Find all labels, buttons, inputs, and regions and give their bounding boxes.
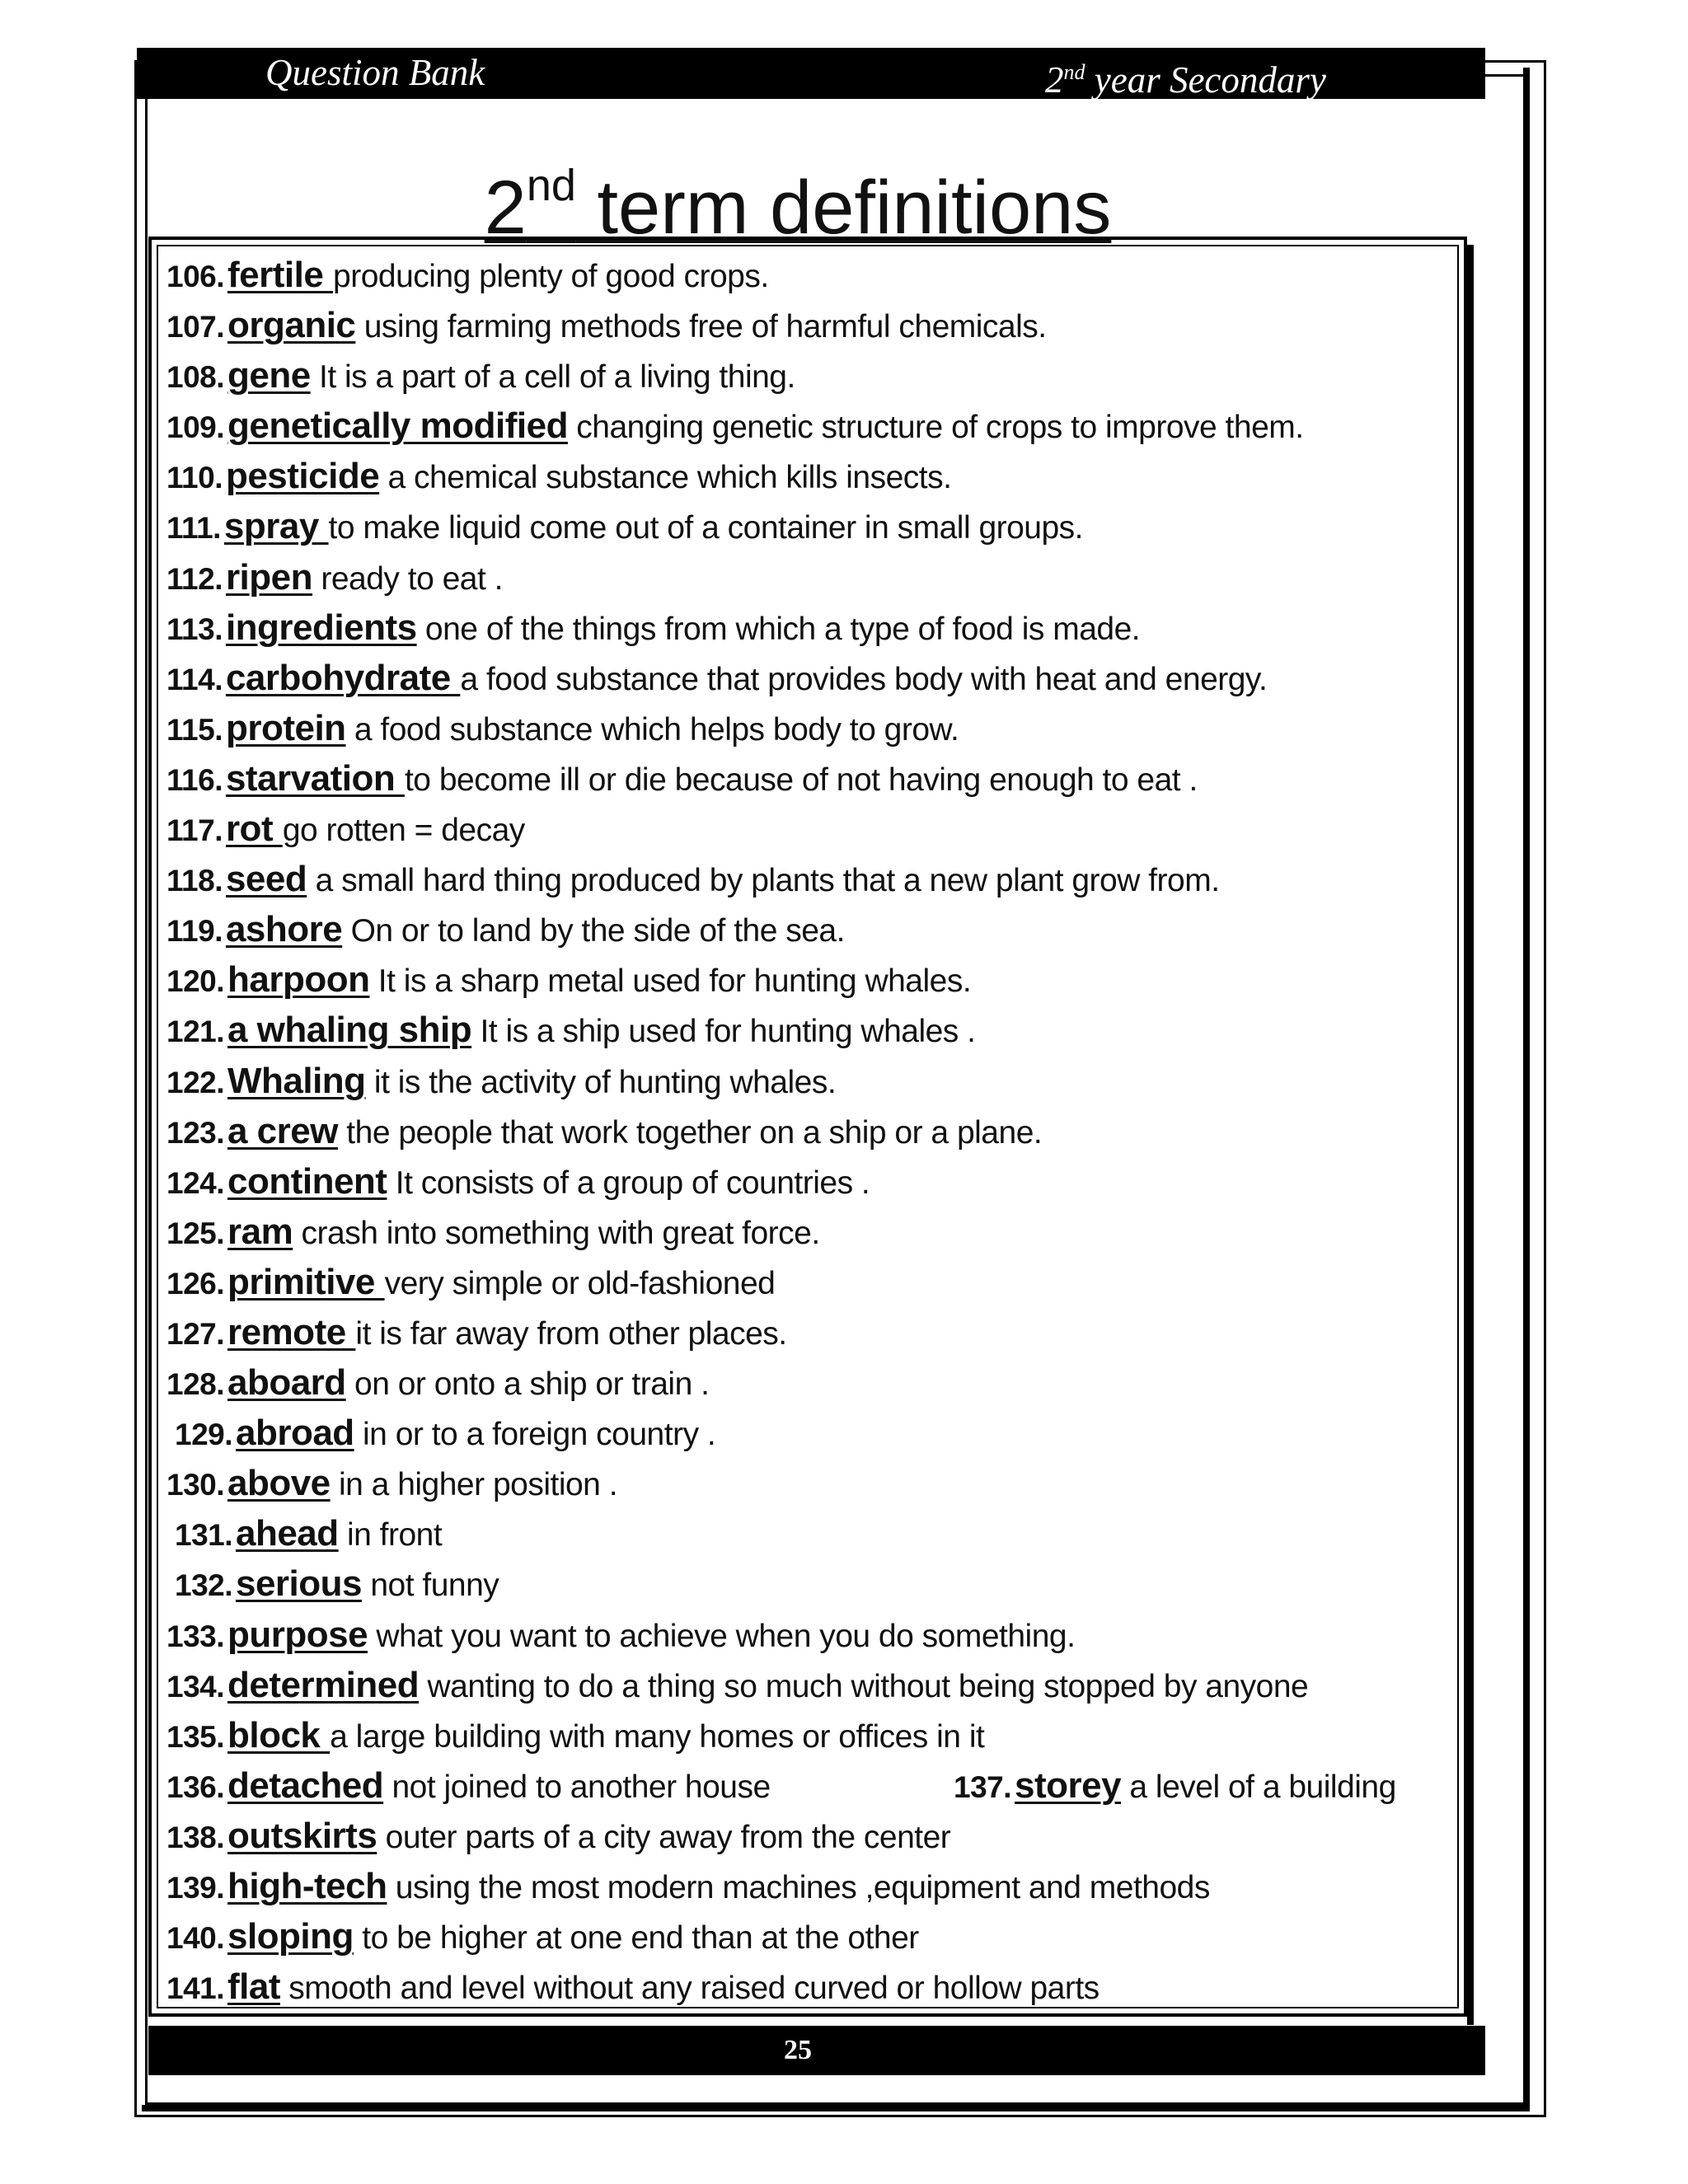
definition-term: fertile — [227, 255, 334, 295]
definition-text: a level of a building — [1121, 1769, 1396, 1805]
definition-text: a chemical substance which kills insects. — [379, 460, 952, 496]
definition-number: 115. — [166, 712, 223, 747]
definition-row — [166, 1307, 1452, 1357]
definition-text: not joined to another house — [383, 1769, 771, 1805]
definition-row — [166, 1811, 1452, 1861]
definition-row — [166, 1660, 1452, 1710]
definition-row — [166, 1207, 1452, 1257]
definition-term: spray — [223, 506, 329, 547]
definition-row — [166, 451, 1452, 501]
definition-row — [166, 854, 1452, 904]
definition-text: It consists of a group of countries . — [387, 1165, 870, 1201]
definition-row — [166, 1861, 1452, 1911]
definition-term: genetically modified — [227, 405, 568, 447]
definition-term: ram — [227, 1211, 293, 1252]
definition-number: 112. — [166, 561, 223, 596]
definition-term: harpoon — [227, 959, 370, 1001]
definition-row — [166, 1408, 1452, 1458]
definition-row — [166, 1760, 1452, 1811]
definition-row — [166, 1508, 1452, 1558]
title-suffix: term definitions — [575, 166, 1112, 250]
definition-term: remote — [227, 1311, 356, 1352]
definition-term: block — [227, 1714, 331, 1755]
definition-text: It is a ship used for hunting whales . — [471, 1014, 976, 1050]
definition-text: using farming methods free of harmful chemicals. — [355, 309, 1047, 345]
definition-text: to be higher at one end than at the other — [353, 1920, 919, 1957]
definition-text: not funny — [361, 1568, 499, 1604]
definition-number: 130. — [166, 1468, 225, 1502]
definition-number: 138. — [166, 1820, 225, 1854]
definition-number: 140. — [166, 1921, 225, 1956]
definition-row — [166, 1558, 1452, 1609]
definition-term: rot — [225, 808, 283, 850]
header-grade-suffix: year Secondary — [1085, 59, 1326, 101]
definition-text: a small hard thing produced by plants that a new plant grow from. — [307, 863, 1220, 899]
definition-text: wanting to do a thing so much without being stopped by anyone — [419, 1668, 1309, 1704]
definition-text: changing genetic structure of crops to improve them. — [567, 410, 1304, 446]
definition-text: outer parts of a city away from the center — [377, 1819, 951, 1855]
definition-text: in a higher position . — [330, 1467, 618, 1503]
definition-row — [166, 350, 1452, 401]
definition-term: outskirts — [227, 1815, 377, 1856]
definition-number: 119. — [166, 914, 223, 949]
header-grade-prefix: 2 — [1045, 59, 1064, 101]
definition-text: in front — [338, 1517, 443, 1554]
definition-term: ripen — [225, 556, 313, 598]
definition-row — [166, 401, 1452, 451]
definition-number: 137. — [954, 1769, 1012, 1804]
definition-number: 109. — [166, 410, 225, 445]
definition-row — [166, 804, 1452, 854]
definition-number: 107. — [166, 310, 225, 344]
definition-number: 129. — [175, 1418, 233, 1452]
definition-row — [166, 1911, 1452, 1961]
definitions-list — [166, 250, 1452, 2012]
definition-number: 116. — [166, 762, 223, 797]
definition-term: ingredients — [225, 607, 417, 648]
definition-text: a food substance that provides body with heat and energy. — [460, 661, 1268, 697]
definition-text: producing plenty of good crops. — [333, 259, 769, 294]
definition-term: storey — [1014, 1765, 1122, 1806]
header-grade-sup: nd — [1063, 60, 1085, 84]
definition-row — [166, 703, 1452, 753]
definition-row — [166, 1710, 1452, 1760]
definition-number: 125. — [166, 1216, 225, 1250]
page-number: 25 — [784, 2035, 812, 2065]
definition-number: 141. — [166, 1971, 225, 2006]
header-book-title: Question Bank — [265, 52, 485, 93]
definition-term: seed — [225, 859, 307, 900]
definition-term: flat — [227, 1966, 280, 2008]
definition-text: crash into something with great force. — [293, 1215, 820, 1251]
definition-number: 139. — [166, 1871, 225, 1905]
definition-row — [166, 653, 1452, 703]
definition-term: organic — [227, 305, 356, 346]
definition-term: serious — [235, 1563, 362, 1605]
definition-term: sloping — [227, 1916, 354, 1957]
definition-term: determined — [227, 1664, 420, 1705]
definition-number: 134. — [166, 1669, 225, 1704]
definition-number: 132. — [175, 1568, 233, 1603]
definition-term: abroad — [235, 1413, 354, 1454]
definition-row — [166, 602, 1452, 653]
definition-text: on or onto a ship or train . — [345, 1366, 710, 1403]
definition-term: gene — [227, 355, 311, 396]
definition-term: a crew — [227, 1110, 338, 1151]
definition-text: It is a part of a cell of a living thing. — [310, 359, 795, 396]
definition-number: 126. — [166, 1266, 225, 1301]
definition-text: to make liquid come out of a container in small groups. — [328, 510, 1084, 546]
definition-text: using the most modern machines ,equipment and methods — [387, 1870, 1210, 1905]
definition-term: purpose — [227, 1614, 368, 1655]
definition-term: carbohydrate — [225, 657, 461, 698]
definition-text: one of the things from which a type of food is made. — [416, 611, 1141, 647]
definition-row — [166, 1005, 1452, 1055]
definition-row — [166, 501, 1452, 551]
header-grade — [1045, 49, 1326, 103]
definition-number: 133. — [166, 1619, 225, 1653]
definition-term: detached — [227, 1765, 384, 1806]
definition-term: high-tech — [227, 1866, 387, 1906]
definition-number: 111. — [166, 511, 221, 546]
definition-term: ashore — [225, 909, 343, 950]
definition-text: It is a sharp metal used for hunting whales. — [369, 963, 972, 1000]
definition-text: a large building with many homes or offices in it — [330, 1718, 985, 1755]
definition-row — [166, 552, 1452, 602]
definition-number: 106. — [166, 260, 225, 293]
definition-term: a whaling ship — [227, 1010, 472, 1051]
definition-row — [166, 1458, 1452, 1508]
definition-number: 135. — [166, 1719, 225, 1754]
definition-term: protein — [225, 707, 346, 748]
definition-number: 108. — [166, 360, 225, 395]
definition-row — [166, 1610, 1452, 1660]
definition-number: 114. — [166, 662, 223, 696]
definition-text: it is far away from other places. — [355, 1315, 787, 1352]
definition-number: 124. — [166, 1165, 225, 1200]
definition-text: ready to eat . — [312, 560, 503, 597]
page-border-shadow-right — [1523, 68, 1530, 2111]
definition-number: 123. — [166, 1115, 225, 1150]
definition-text: it is the activity of hunting whales. — [365, 1064, 837, 1100]
definition-row — [166, 300, 1452, 350]
definition-number: 113. — [166, 612, 223, 646]
definition-text: go rotten = decay — [282, 813, 525, 849]
definition-row — [166, 954, 1452, 1005]
definition-row — [166, 1106, 1452, 1156]
definition-term: Whaling — [227, 1060, 366, 1101]
definition-term: starvation — [225, 757, 405, 799]
definition-term: aboard — [227, 1362, 346, 1404]
definition-text: in or to a foreign country . — [354, 1417, 716, 1453]
definition-row — [166, 1056, 1452, 1106]
definition-term: ahead — [235, 1513, 339, 1554]
title-prefix: 2 — [484, 166, 527, 250]
definition-row — [166, 1357, 1452, 1408]
definition-number: 131. — [175, 1518, 233, 1553]
definition-row — [166, 1257, 1452, 1307]
definition-number: 110. — [166, 461, 223, 495]
page-border-shadow-bottom — [142, 2105, 1530, 2111]
definition-term: pesticide — [225, 456, 380, 497]
definition-row — [166, 753, 1452, 804]
definition-text: On or to land by the side of the sea. — [342, 913, 845, 949]
content-box-shadow — [1467, 245, 1474, 2025]
definition-term: above — [227, 1463, 331, 1504]
definition-number: 121. — [166, 1015, 225, 1049]
title-sup: nd — [526, 161, 576, 210]
definition-number: 118. — [166, 864, 223, 898]
definition-number: 136. — [166, 1769, 225, 1804]
definition-text: to become ill or die because of not having enough to eat . — [404, 762, 1198, 798]
definition-row — [166, 250, 1452, 300]
definition-number: 117. — [166, 813, 223, 848]
definition-number: 120. — [166, 964, 225, 999]
definition-number: 128. — [166, 1367, 225, 1402]
definition-text: smooth and level without any raised curved or hollow parts — [279, 1971, 1100, 2007]
definition-text: a food substance which helps body to grow. — [345, 711, 959, 748]
definition-number: 127. — [166, 1316, 225, 1351]
definition-text: what you want to achieve when you do something. — [368, 1618, 1076, 1654]
definition-term: primitive — [227, 1261, 385, 1302]
definition-row — [166, 1156, 1452, 1207]
definition-row — [166, 904, 1452, 954]
definition-number: 122. — [166, 1065, 225, 1099]
definition-text: very simple or old-fashioned — [384, 1265, 776, 1301]
definition-term: continent — [227, 1160, 387, 1202]
definition-row — [166, 1961, 1452, 2012]
definition-text: the people that work together on a ship or a plane. — [337, 1114, 1043, 1151]
